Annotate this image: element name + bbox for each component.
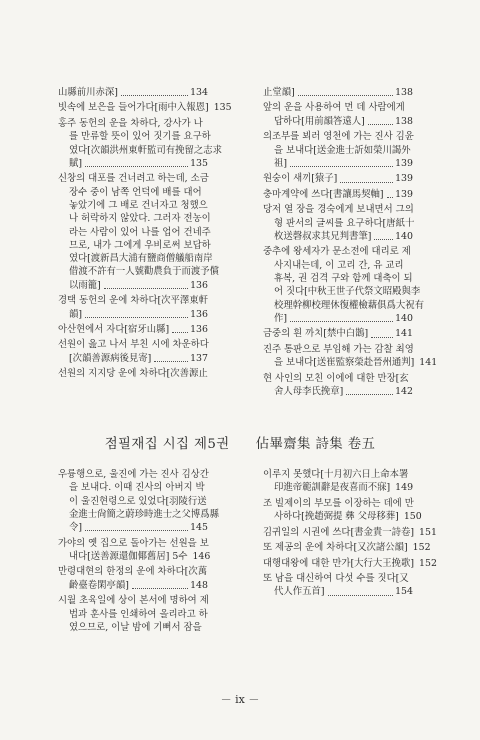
toc-entry-title: 齡臺卷閑亭韻] xyxy=(69,579,129,591)
toc-entry-line: 借渡不許有一人號勸農負于而渡予償 xyxy=(69,266,220,278)
toc-entry-last-line xyxy=(58,86,208,99)
dot-leader xyxy=(346,394,393,395)
dot-leader xyxy=(387,197,394,198)
section-heading-hanja: 佔畢齋集 詩集 卷五 xyxy=(255,437,376,452)
toc-entry-line: 선원이 읊고 나서 부친 시에 차운하다 xyxy=(58,339,209,351)
toc-entry-line: 사지내는데, 이 고리 간, 유 교리 xyxy=(274,259,404,271)
toc-entry-line: 을 보내다[送金進士訢如榮川謁外 xyxy=(274,144,411,156)
toc-page-number: 150 xyxy=(403,511,422,523)
toc-entry-last-line xyxy=(263,327,413,340)
toc-entry-last-line xyxy=(263,385,413,398)
toc-entry-line: 만령대현의 한정의 운에 차하다[次萬 xyxy=(58,566,208,578)
toc-entry-title: 止堂韻] xyxy=(263,87,295,98)
toc-entry xyxy=(263,101,413,128)
dot-leader xyxy=(290,321,393,322)
toc-entry-line: 앞의 운을 사용하여 먼 데 사람에게 xyxy=(263,102,405,114)
toc-entry-line: 시월 초육일에 상이 본서에 명하여 제 xyxy=(58,595,209,607)
toc-entry xyxy=(263,526,437,539)
toc-entry-line: 였으므로, 이날 밤에 기뻐서 잠을 xyxy=(69,621,202,633)
toc-entry-line: 현 사인의 모친 이에에 대한 만장[玄 xyxy=(263,372,409,384)
toc-entry-line: 였다[渡新昌大浦有鹽商僧艤船南岸 xyxy=(69,253,213,265)
toc-page-number: 141 xyxy=(395,328,413,340)
toc-page-number: 135 xyxy=(213,102,232,114)
toc-entry-last-line xyxy=(263,541,431,554)
toc-entry-title: 원숭이 새끼[猿子] xyxy=(263,173,338,185)
toc-entry-title: 賦] xyxy=(69,157,83,169)
toc-entry-line: 우륭행으로, 울진에 가는 진사 김상간 xyxy=(58,469,209,480)
dot-leader xyxy=(371,337,393,338)
toc-entry xyxy=(58,172,220,292)
toc-entry-line: 휴복, 권 검격 구와 함께 대축이 되 xyxy=(274,272,413,284)
toc-entry-last-line xyxy=(263,230,413,243)
toc-entry-last-line xyxy=(263,157,413,170)
toc-entry-line: 조 빌제이의 부모를 이장하는 데에 만 xyxy=(263,497,414,509)
toc-page-number: 139 xyxy=(395,157,413,169)
toc-page-number: 138 xyxy=(395,115,413,127)
toc-entry-line: 이 울진현령으로 있었다[羽陵行送 xyxy=(69,495,207,507)
toc-entry xyxy=(263,327,413,340)
toc-entry-line: 어 짓다[中秋王世子代祭文昭殿與李 xyxy=(274,286,421,298)
toc-entry-line: 또 남을 대신하여 다섯 수를 짓다[又 xyxy=(263,573,409,585)
toc-entry xyxy=(263,572,413,599)
toc-entry-line: 므로, 내가 그에게 우비로써 보답하 xyxy=(69,239,211,251)
toc-column-top-right xyxy=(263,86,438,400)
toc-entry-title: 금중의 흰 까치[禁中白鵲] xyxy=(263,328,369,340)
toc-entry-title: 山縣前川赤深] xyxy=(58,87,118,98)
dot-leader xyxy=(340,182,393,183)
toc-entry-last-line xyxy=(58,352,208,365)
toc-entry-line: 홍주 동헌의 운을 차하다, 강사가 나 xyxy=(58,117,203,129)
toc-entry xyxy=(263,130,413,170)
toc-entry-title: 韻] xyxy=(69,308,83,320)
toc-entry-line: 진주 통판으로 부임해 가는 감찰 최영 xyxy=(263,343,414,355)
toc-page-number: 140 xyxy=(395,312,413,324)
toc-entry-title: 답하다[用前韻答遠人] xyxy=(274,115,365,127)
toc-page-number: 141 xyxy=(419,357,438,369)
toc-entry-last-line xyxy=(58,279,208,292)
toc-page-number: 149 xyxy=(395,482,414,494)
toc-page-number: 145 xyxy=(190,522,208,534)
toc-entry-title: 아산현에서 자다[宿牙山縣] xyxy=(58,323,170,335)
toc-entry-last-line xyxy=(58,550,211,563)
dot-leader xyxy=(172,332,188,333)
dot-leader xyxy=(85,317,188,318)
dot-leader xyxy=(154,361,188,362)
toc-entry-title: 令] xyxy=(69,522,83,534)
toc-entry-line: 金進士尙簡之蔚珍時進士之父博爲縣 xyxy=(69,508,220,520)
toc-entry-last-line xyxy=(58,157,208,170)
toc-entry-line: 가야의 옛 집으로 돌아가는 선원을 보 xyxy=(58,537,209,549)
dot-leader xyxy=(104,288,188,289)
toc-entry-line: 校理幹柳校理休復權檢藉俱爲大祝有 xyxy=(274,299,425,311)
toc-entry xyxy=(58,86,208,99)
toc-entry-line: 였다[次韻洪州東軒監司有挽留之志求 xyxy=(69,144,223,156)
toc-entry-last-line xyxy=(263,312,413,325)
toc-entry-title: 印進帝範訓辭是夜喜而不寐] xyxy=(274,482,391,494)
toc-entry-last-line xyxy=(263,510,422,523)
toc-entry-line: 신창의 대포를 건너려고 하는데, 소금 xyxy=(58,173,209,185)
toc-page-number: 139 xyxy=(395,188,413,200)
toc-entry-title: 사하다[挽趙弼提 彝 父母移葬] xyxy=(274,511,399,523)
toc-column-bottom-left xyxy=(58,468,220,636)
toc-entry-last-line xyxy=(263,526,437,539)
toc-entry-title: 김귀일의 시권에 쓰다[書金貴一詩卷] xyxy=(263,526,415,538)
toc-entry-last-line xyxy=(58,323,208,336)
toc-page-number: 152 xyxy=(419,557,437,569)
toc-page-number: 151 xyxy=(419,526,437,538)
toc-entry-last-line xyxy=(263,86,413,99)
toc-page-number: 146 xyxy=(192,550,211,562)
dot-leader xyxy=(328,595,394,596)
toc-entry-last-line xyxy=(263,557,437,570)
toc-entry-title: 충마계약에 쓰다[書讓馬契軸] xyxy=(263,188,384,200)
dot-leader xyxy=(368,124,393,125)
toc-column-bottom-right xyxy=(263,468,437,601)
toc-entry xyxy=(263,468,413,495)
toc-entry-last-line xyxy=(58,579,208,592)
toc-page-number: 138 xyxy=(395,87,413,98)
toc-entry xyxy=(263,245,425,325)
dot-leader xyxy=(85,530,188,531)
toc-page-number: 136 xyxy=(190,279,208,291)
toc-page-number: 134 xyxy=(190,87,208,98)
toc-entry xyxy=(58,565,208,592)
toc-entry-last-line xyxy=(263,481,413,494)
toc-entry xyxy=(263,497,422,524)
dot-leader xyxy=(85,166,188,167)
toc-page-number: 152 xyxy=(412,542,431,554)
dot-leader xyxy=(374,239,393,240)
dot-leader xyxy=(290,166,393,167)
toc-entry-last-line xyxy=(263,356,438,369)
toc-page-number: 137 xyxy=(190,352,208,364)
toc-entry-line: 경택 동헌의 운에 차하다[次平澤東軒 xyxy=(58,295,209,307)
toc-entry-line: 장수 중이 남쪽 언덕에 배를 대어 xyxy=(69,186,202,198)
toc-page-number: 136 xyxy=(190,308,208,320)
toc-entry xyxy=(263,557,437,570)
toc-entry-last-line xyxy=(263,115,413,128)
toc-entry-last-line xyxy=(263,188,413,201)
toc-entry-last-line xyxy=(58,101,232,114)
toc-page-number: 139 xyxy=(395,173,413,185)
toc-entry-title: 以雨籠] xyxy=(69,279,101,291)
toc-page-number: 136 xyxy=(190,323,208,335)
toc-entry xyxy=(58,117,223,170)
toc-entry-title: 을 보내다[送崔監察榮赴晉州通判] xyxy=(274,357,415,369)
toc-entry xyxy=(263,86,413,99)
toc-entry-title: [次韻善源病後見寄] xyxy=(69,352,152,364)
toc-entry-last-line xyxy=(58,521,208,534)
toc-entry-title: 代人作五首] xyxy=(274,586,325,598)
toc-entry xyxy=(58,468,220,534)
toc-page-number: 135 xyxy=(190,157,208,169)
toc-entry-title: 대행대왕에 대한 만가[大行大王挽歌] xyxy=(263,557,415,569)
toc-entry-line: 라는 사람이 있어 나를 업어 건네주 xyxy=(69,226,211,238)
toc-entry-line: 놓았기에 그 배로 건너자고 청했으 xyxy=(69,199,208,211)
toc-page-number: 142 xyxy=(395,385,413,397)
toc-entry-line: 법과 훈사를 인쇄하여 올리라고 하 xyxy=(69,608,208,620)
toc-page-number: 140 xyxy=(395,230,413,242)
toc-entry-line: 당저 열 장을 경숙에게 보내면서 그의 xyxy=(263,204,414,216)
toc-entry-last-line xyxy=(263,172,413,185)
toc-page-number: 148 xyxy=(190,579,208,591)
toc-entry-line: 의조부를 뵈러 영천에 가는 진사 김윤 xyxy=(263,131,414,143)
toc-column-top-left xyxy=(58,86,232,383)
toc-entry-line: 이루지 못했다[十月初六日上命本署 xyxy=(263,469,409,480)
toc-entry xyxy=(263,541,431,554)
toc-entry xyxy=(58,294,208,321)
toc-entry-last-line xyxy=(263,585,413,598)
toc-entry xyxy=(58,323,208,336)
toc-entry xyxy=(58,594,208,634)
toc-entry xyxy=(58,101,232,114)
toc-entry-title: 빗속에 보은을 들어가다[雨中入報恩] xyxy=(58,102,209,114)
toc-entry-title: 作] xyxy=(274,312,288,324)
toc-entry-last-line xyxy=(58,308,208,321)
section-heading-korean: 점필재집 시집 제5권 xyxy=(104,437,230,452)
dot-leader xyxy=(298,95,393,96)
toc-entry xyxy=(263,343,438,370)
toc-entry-line: 선원의 지지당 운에 차하다[次善源止 xyxy=(58,368,208,380)
toc-entry-line: 나 허락하지 않았다. 그러자 전농이 xyxy=(69,213,211,225)
toc-entry-line: 를 만류할 뜻이 있어 짓기를 요구하 xyxy=(69,131,211,143)
toc-entry xyxy=(58,338,208,365)
toc-entry-line: 을 보내다. 이때 진사의 아버지 박 xyxy=(69,482,205,494)
toc-entry xyxy=(263,188,413,201)
toc-entry xyxy=(58,367,208,380)
toc-entry xyxy=(263,203,413,243)
page-number-footer: － ix － xyxy=(220,693,260,706)
toc-entry-title: 祖] xyxy=(274,157,288,169)
toc-entry-line: 형 판서의 글씨를 요구하다[唐紙十 xyxy=(274,217,415,229)
toc-entry xyxy=(263,372,413,399)
toc-entry-title: 枚送磬叔求其兄判書筆] xyxy=(274,230,372,242)
toc-entry-line: 중추에 왕세자가 문소전에 대리로 제 xyxy=(263,246,411,258)
toc-page-number: 154 xyxy=(395,586,413,598)
toc-entry xyxy=(58,537,211,564)
section-heading xyxy=(0,438,480,451)
toc-entry-title: 내다[送善源還伽倻舊居] 5수 xyxy=(69,550,188,562)
toc-entry xyxy=(263,172,413,185)
toc-entry-title: 또 제공의 운에 차하다[又次諸公韻] xyxy=(263,542,408,554)
toc-entry-title: 舍人母李氏挽章] xyxy=(274,385,344,397)
dot-leader xyxy=(132,588,188,589)
dot-leader xyxy=(121,95,188,96)
